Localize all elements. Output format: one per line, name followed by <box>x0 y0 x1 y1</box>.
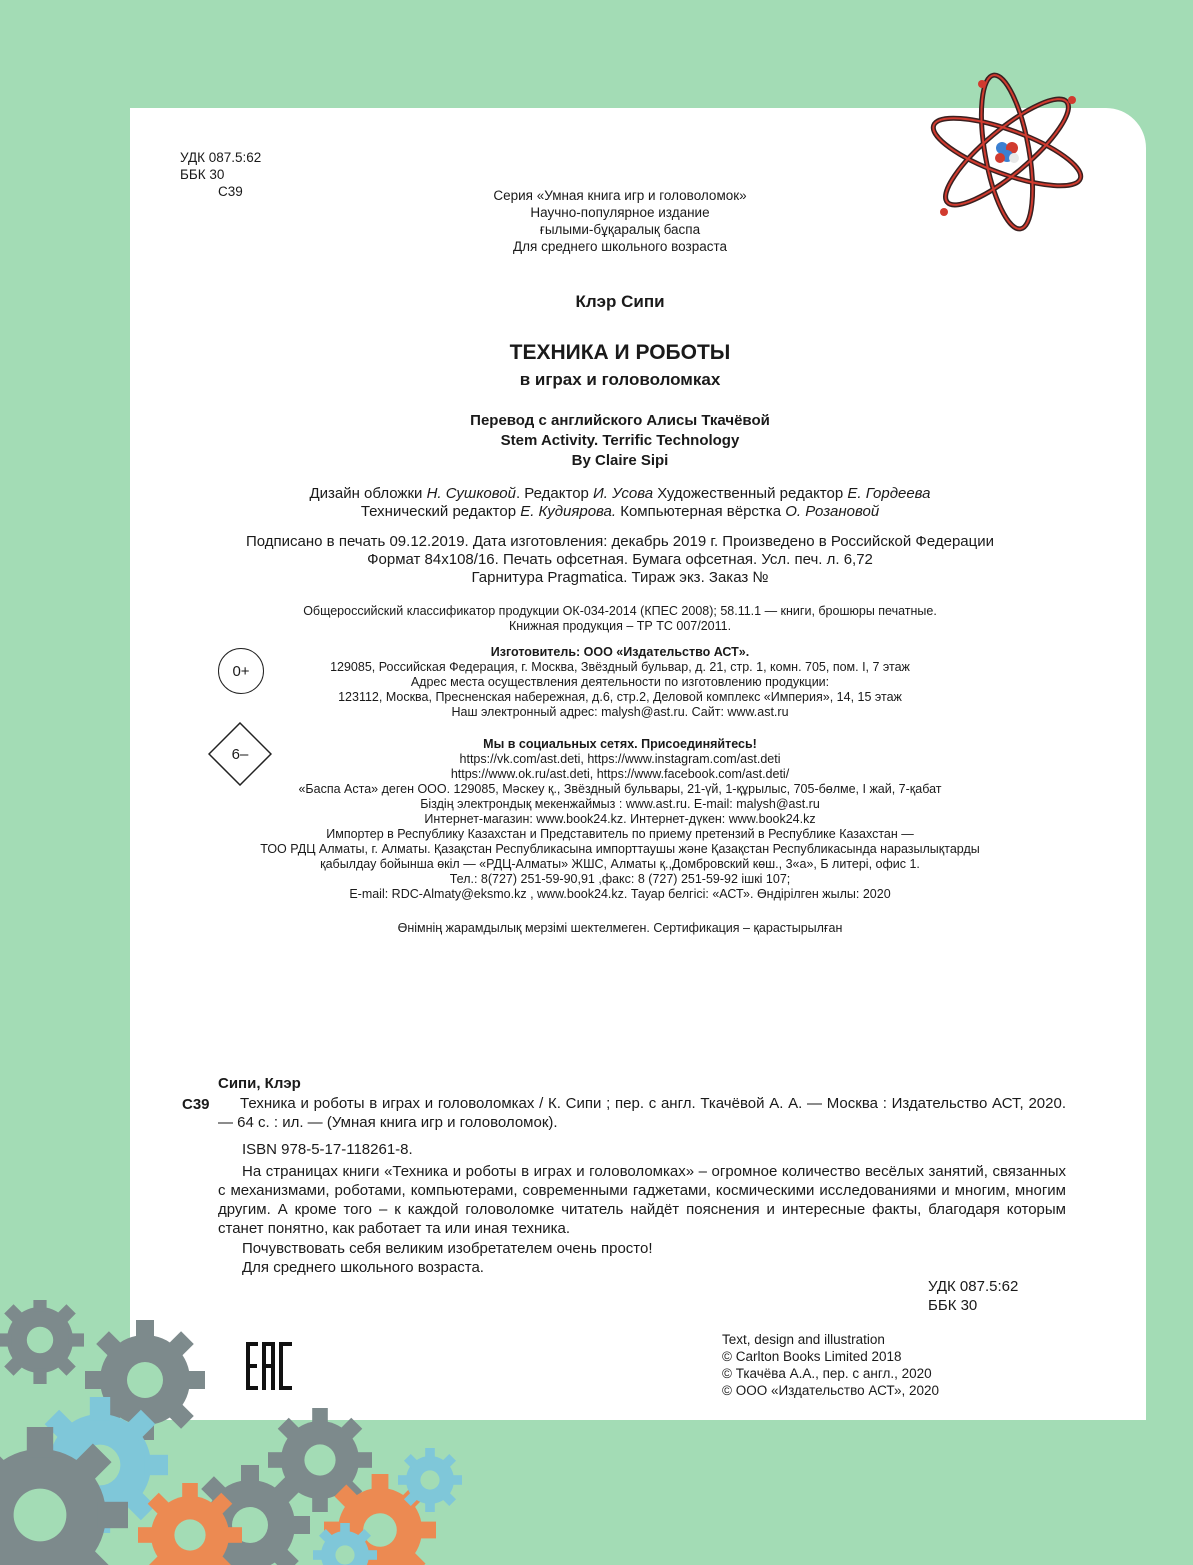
manufacturer-line: Адрес места осуществления деятельности по изготовлению продукции: <box>410 675 830 689</box>
age-rating-diamond-label: 6– <box>231 745 249 763</box>
credits-line-2: Технический редактор Е. Кудиярова. Компьютерная вёрстка О. Розановой <box>360 503 880 520</box>
translation-line: Stem Activity. Terrific Technology <box>500 432 740 449</box>
bibliography-entry: Техника и роботы в играх и головоломках / К. Сипи ; пер. с англ. Ткачёвой А. А. — Москва : Издательство АСТ, 2020. — 64 с. : ил. — (Умная книга игр и головоломок). <box>218 1095 1066 1131</box>
social-line: Импортер в Республику Казахстан и Представитель по приему претензий в Республике Казахстан — <box>326 827 914 841</box>
copyright-line: © ООО «Издательство АСТ», 2020 <box>722 1383 940 1398</box>
copyright-line: Text, design and illustration <box>722 1332 885 1347</box>
social-line: https://www.ok.ru/ast.deti, https://www.facebook.com/ast.deti/ <box>450 767 790 781</box>
electron <box>978 80 986 88</box>
page-card-corner-bottom-right <box>1086 1300 1146 1420</box>
print-info-line: Формат 84x108/16. Печать офсетная. Бумага офсетная. Усл. печ. л. 6,72 <box>367 551 873 568</box>
social-heading: Мы в социальных сетях. Присоединяйтесь! <box>483 737 757 751</box>
description-line: Для среднего школьного возраста. <box>242 1259 484 1276</box>
series-line: Для среднего школьного возраста <box>512 239 727 254</box>
book-description: На страницах книги «Техника и роботы в играх и головоломках» – огромное количество весёлых занятий, связанных с механизмами, роботами, компьютерами, современными гаджетами, космическими исследованиями и многим, многим другим. А кроме того – к каждой головоломке читатель найдёт пояснения и интересные факты, благодаря которым станет понятно, как работает та или иная техника. <box>218 1163 1066 1237</box>
manufacturer-line: 123112, Москва, Пресненская набережная, д.6, стр.2, Деловой комплекс «Империя», 14, 15 этаж <box>338 690 902 704</box>
isbn: ISBN 978-5-17-118261-8. <box>242 1141 413 1158</box>
gear-icon <box>0 1300 84 1384</box>
print-info-line: Гарнитура Pragmatica. Тираж экз. Заказ № <box>471 569 769 586</box>
social-line: «Баспа Аста» деген ООО. 129085, Мәскеу қ., Звёздный бульвары, 21-үй, 1-құрылыс, 705-бөлме, I жай, 7-қабат <box>298 782 942 796</box>
book-code: С39 <box>218 184 243 199</box>
print-info-line: Подписано в печать 09.12.2019. Дата изготовления: декабрь 2019 г. Произведено в Российской Федерации <box>246 533 994 550</box>
classifier-line: Общероссийский классификатор продукции ОК-034-2014 (КПЕС 2008); 58.11.1 — книги, брошюры печатные. <box>303 604 937 618</box>
social-line: Тел.: 8(727) 251-59-90,91 ,факс: 8 (727) 251-59-92 ішкі 107; <box>449 872 791 886</box>
translation-line: Перевод с английского Алисы Ткачёвой <box>470 412 770 429</box>
book-title: ТЕХНИКА И РОБОТЫ <box>509 341 731 364</box>
udk-code: УДК 087.5:62 <box>180 150 262 165</box>
age-rating-badge-circle: 0+ <box>218 648 264 694</box>
translation-line: By Claire Sipi <box>571 452 669 469</box>
series-line: Серия «Умная книга игр и головоломок» <box>493 188 747 203</box>
credits-line-1: Дизайн обложки Н. Сушковой. Редактор И. Усова Художественный редактор Е. Гордеева <box>309 485 931 502</box>
author-name: Клэр Сипи <box>575 292 665 311</box>
copyright-line: © Ткачёва А.А., пер. с англ., 2020 <box>722 1366 932 1381</box>
social-line: Интернет-магазин: www.book24.kz. Интернет-дүкен: www.book24.kz <box>424 812 816 826</box>
gears-illustration <box>0 1300 480 1565</box>
series-line: Научно-популярное издание <box>530 205 710 220</box>
manufacturer-heading: Изготовитель: ООО «Издательство АСТ». <box>490 645 750 659</box>
footer-bbk: ББК 30 <box>928 1297 978 1314</box>
social-line: E-mail: RDC-Almaty@eksmo.kz , www.book24.kz. Тауар белгісі: «АСТ». Өндірілген жылы: 2020 <box>349 887 891 901</box>
validity-note: Өнімнің жарамдылық мерзімі шектелмеген. Сертификация – қарастырылған <box>397 921 843 935</box>
electron <box>1068 96 1076 104</box>
series-line: ғылыми-бұқаралық баспа <box>539 222 701 237</box>
social-line: https://vk.com/ast.deti, https://www.instagram.com/ast.deti <box>459 752 781 766</box>
manufacturer-line: 129085, Российская Федерация, г. Москва, Звёздный бульвар, д. 21, стр. 1, комн. 705, пом. I, 7 этаж <box>330 660 910 674</box>
copyright-line: © Carlton Books Limited 2018 <box>722 1349 902 1364</box>
bbk-code: ББК 30 <box>180 167 225 182</box>
bibliography-author: Сипи, Клэр <box>218 1075 301 1092</box>
social-line: Біздің электрондық мекенжаймыз : www.ast.ru. E-mail: malysh@ast.ru <box>420 797 820 811</box>
classifier-line: Книжная продукция – ТР ТС 007/2011. <box>508 619 732 633</box>
book-subtitle: в играх и головоломках <box>519 370 721 389</box>
footer-udk: УДК 087.5:62 <box>928 1278 1019 1295</box>
manufacturer-line: Наш электронный адрес: malysh@ast.ru. Сайт: www.ast.ru <box>451 705 789 719</box>
description-line: Почувствовать себя великим изобретателем очень просто! <box>242 1240 653 1257</box>
gear-icon <box>398 1448 462 1512</box>
atom-nucleus <box>995 142 1019 163</box>
social-line: ТОО РДЦ Алматы, г. Алматы. Қазақстан Республикасына импорттаушы және Қазақстан Республикасында наразылықтарды <box>260 842 980 856</box>
social-line: қабылдау бойынша өкіл — «РДЦ-Алматы» ЖШС, Алматы қ.,Домбровский көш., 3«а», Б литері, офис 1. <box>320 857 920 871</box>
bibliography-code: С39 <box>182 1096 210 1113</box>
